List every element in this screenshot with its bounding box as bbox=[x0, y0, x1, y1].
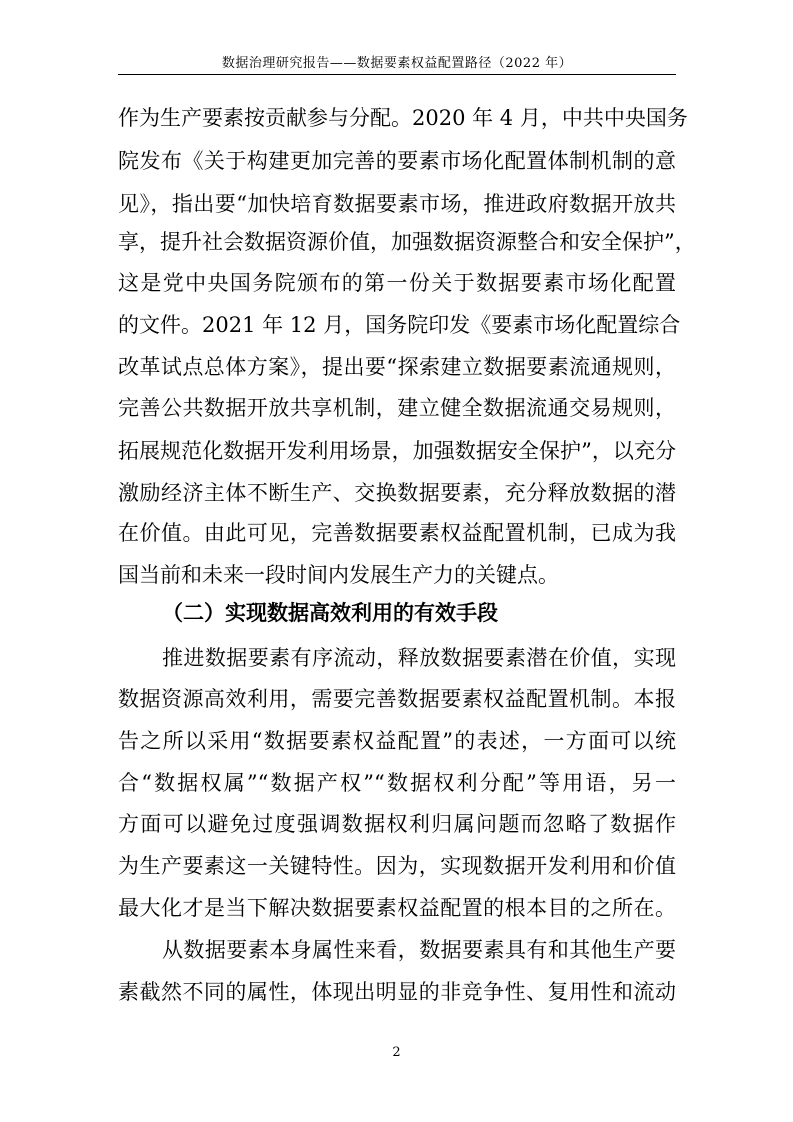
page-number: 2 bbox=[392, 1045, 401, 1060]
paragraph-line: 作为生产要素按贡献参与分配。2020 年 4 月，中共中央国务 bbox=[118, 106, 688, 130]
paragraph-line: 从数据要素本身属性来看，数据要素具有和其他生产要 bbox=[162, 938, 676, 962]
page-header: 数据治理研究报告——数据要素权益配置路径（2022 年） bbox=[221, 56, 573, 71]
paragraph-line: 方面可以避免过度强调数据权利归属问题而忽略了数据作 bbox=[118, 812, 676, 836]
paragraph-line: 告之所以采用“数据要素权益配置”的表述，一方面可以统 bbox=[118, 729, 676, 753]
paragraph-line: 合“数据权属”“数据产权”“数据权利分配”等用语，另一 bbox=[118, 771, 676, 795]
paragraph-line: 的文件。2021 年 12 月，国务院印发《要素市场化配置综合 bbox=[118, 313, 681, 337]
paragraph-line: 激励经济主体不断生产、交换数据要素，充分释放数据的潜 bbox=[118, 481, 676, 505]
paragraph-line: 享，提升社会数据资源价值，加强数据资源整合和安全保护”， bbox=[118, 230, 696, 254]
paragraph-line: 素截然不同的属性，体现出明显的非竞争性、复用性和流动 bbox=[118, 980, 676, 1004]
header-rule bbox=[118, 74, 676, 75]
paragraph-line: 最大化才是当下解决数据要素权益配置的根本目的之所在。 bbox=[118, 896, 676, 920]
paragraph-line: 推进数据要素有序流动，释放数据要素潜在价值，实现 bbox=[162, 646, 676, 670]
paragraph-line: 数据资源高效利用，需要完善数据要素权益配置机制。本报 bbox=[118, 687, 676, 711]
paragraph-line: 完善公共数据开放共享机制，建立健全数据流通交易规则， bbox=[118, 396, 676, 420]
paragraph-line: 这是党中央国务院颁布的第一份关于数据要素市场化配置 bbox=[118, 271, 676, 295]
paragraph-line: 院发布《关于构建更加完善的要素市场化配置体制机制的意 bbox=[118, 149, 676, 173]
paragraph-line: 国当前和未来一段时间内发展生产力的关键点。 bbox=[118, 563, 559, 587]
paragraph-line: 见》，指出要“加快培育数据要素市场，推进政府数据开放共 bbox=[118, 192, 676, 216]
paragraph-line: 在价值。由此可见，完善数据要素权益配置机制，已成为我 bbox=[118, 521, 676, 545]
paragraph-line: 拓展规范化数据开发利用场景，加强数据安全保护”，以充分 bbox=[118, 439, 676, 463]
section-heading: （二）实现数据高效利用的有效手段 bbox=[162, 600, 498, 625]
paragraph-line: 改革试点总体方案》，提出要“探索建立数据要素流通规则， bbox=[118, 355, 676, 379]
paragraph-line: 为生产要素这一关键特性。因为，实现数据开发利用和价值 bbox=[118, 854, 676, 878]
